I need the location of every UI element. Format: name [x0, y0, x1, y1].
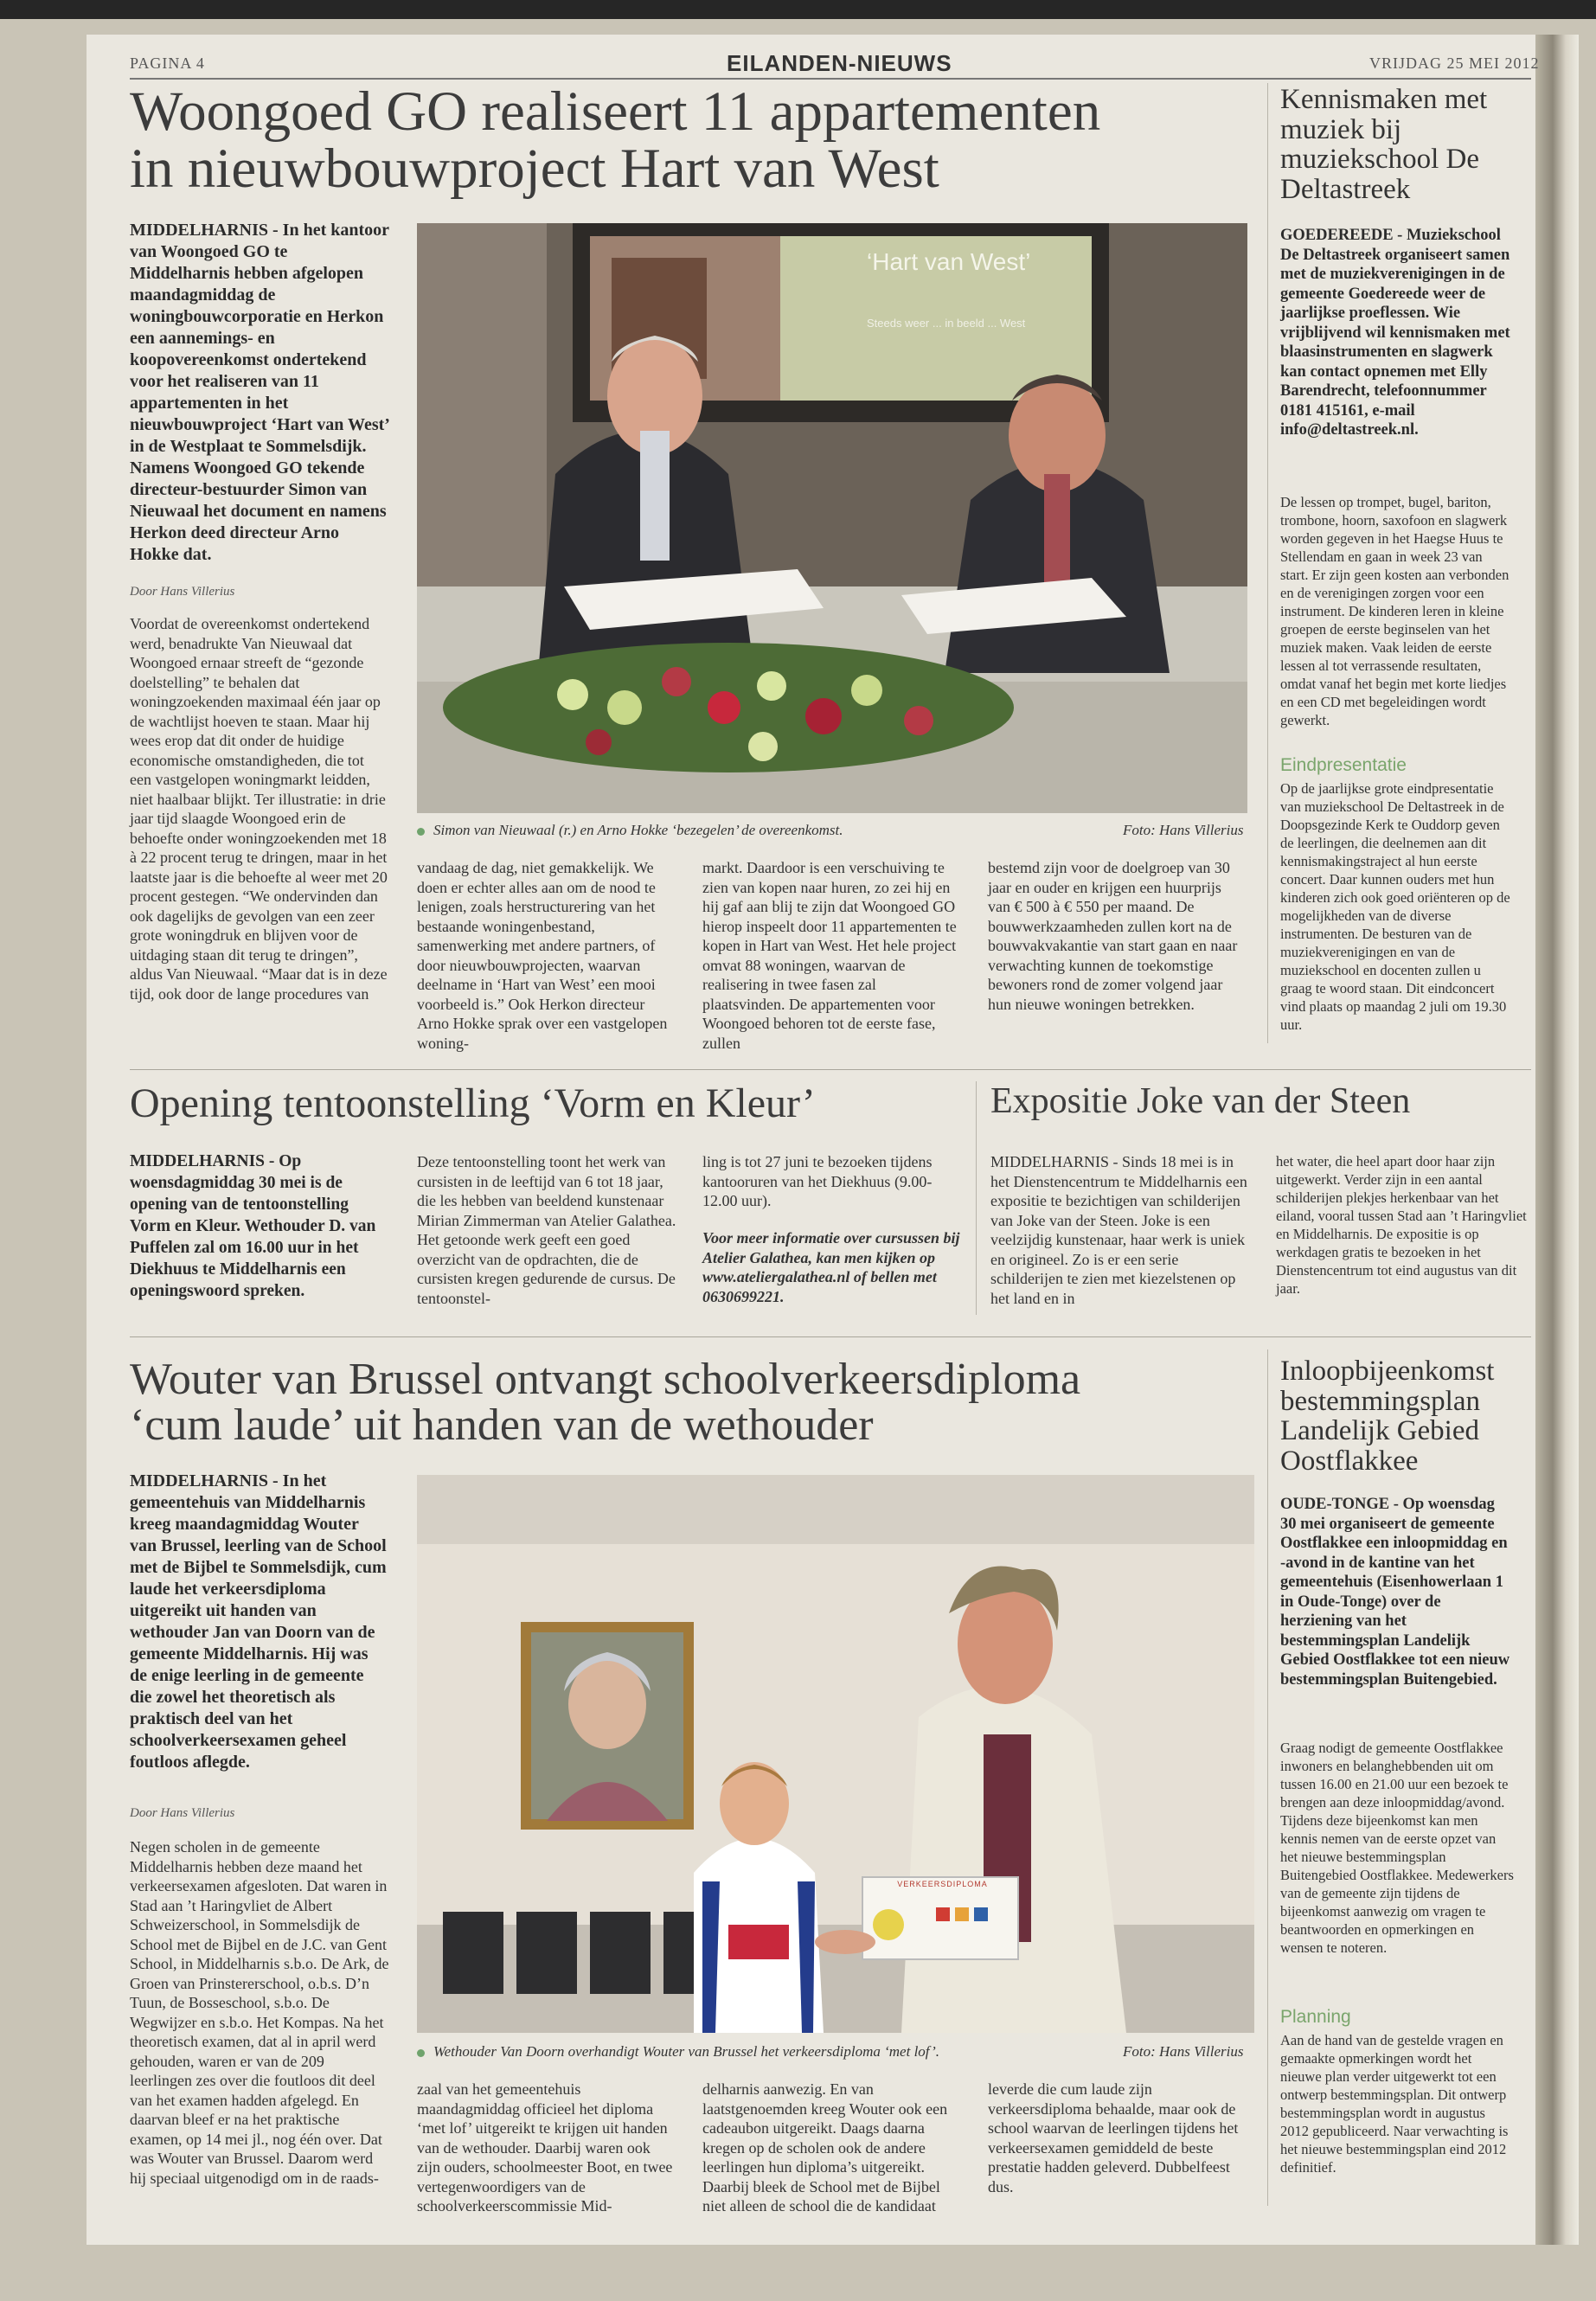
diploma-photo [417, 1475, 1254, 2033]
caption-bullet-icon [417, 2049, 425, 2057]
sidebar1-headline: Kennismaken met muziek bij muziekschool De Deltastreek [1280, 84, 1488, 205]
header-rule [130, 78, 1531, 80]
article1-lead: MIDDELHARNIS - In het kantoor van Woongoed GO te Middelharnis hebben afgelopen maandagmiddag de woningbouwcorporatie en Herkon een aannemings- en koopovereenkomst ondertekend voor het realiseren van 11 appartementen in het nieuwbouwproject ‘Hart van West’ in de Westplaat te Sommelsdijk. Namens Woongoed GO tekende directeur-bestuurder Simon van Nieuwaal het document en namens Herkon deed directeur Arno Hokke dat. [130, 221, 389, 564]
article1-headline: Woongoed GO realiseert 11 appartementen in nieuwbouwproject Hart van West [130, 80, 1101, 201]
scan-top-border [0, 0, 1596, 19]
article2-column-2: Deze tentoonstelling toont het werk van cursisten in de leeftijd van 6 tot 18 jaar, die les hebben van beeldend kunstenaar Mirian Zimmerman van Atelier Galathea. Het getoonde werk geeft een goed overzicht van de opdrachten, die de cursisten kregen gedurende de cursus. De tentoonstel- [417, 1153, 676, 1307]
sidebar1-divider [1267, 83, 1268, 1043]
article4-byline: Door Hans Villerius [130, 1806, 235, 1820]
article1-photo-credit: Foto: Hans Villerius [1123, 822, 1244, 838]
sidebar2-body: Graag nodigt de gemeente Oostflakkee inwoners en belanghebbenden uit om tussen 16.00 en 21.00 uur een bezoek te brengen aan deze inloopmiddag/avond. Tijdens deze bijeenkomst kan men kennis nemen van de eerste opzet van het nieuwe bestemmingsplan Buitengebied Oostflakkee. Medewerkers van de gemeente zijn tijdens de bijeenkomst aanwezig om vragen te beantwoorden en opmerkingen en wensen te noteren. [1280, 1740, 1514, 1956]
article4-photo-credit: Foto: Hans Villerius [1123, 2043, 1244, 2060]
sidebar2-body-2: Aan de hand van de gestelde vragen en gemaakte opmerkingen wordt het nieuwe plan verder uitgewerkt tot een ontwerp bestemmingsplan. Dit ontwerp bestemmingsplan wordt in augustus 2012 gepubliceerd. Naar verwachting is het nieuwe bestemmingsplan eind 2012 definitief. [1280, 2032, 1509, 2176]
article4-lead: MIDDELHARNIS - In het gemeentehuis van Middelharnis kreeg maandagmiddag Wouter van Brussel, leerling van de School met de Bijbel te Sommelsdijk, cum laude het verkeersdiploma uitgereikt uit handen van wethouder Jan van Doorn van de gemeente Middelharnis. Hij was de enige leerling in de gemeente die zowel het theoretisch als praktisch deel van het schoolverkeersexamen geheel foutloos aflegde. [130, 1471, 387, 1772]
sidebar2-headline: Inloopbijeenkomst bestemmingsplan Landelijk Gebied Oostflakkee [1280, 1356, 1495, 1477]
section-rule-2 [130, 1336, 1531, 1337]
screen-title: ‘Hart van West’ [867, 248, 1031, 275]
sidebar1-subhead: Eindpresentatie [1280, 755, 1407, 775]
sidebar2-divider [1267, 1349, 1268, 2206]
sidebar1-body-2: Op de jaarlijkse grote eindpresentatie van muziekschool De Deltastreek in de Doopsgezinde Kerk te Ouddorp geven de leerlingen, die deelnemen aan dit kennismakingstraject al hun eerste concert. Daar kunnen ouders met hun kinderen zich ook goed oriënteren op de mogelijkheden van de diverse instrumenten. De besturen van de muziekverenigingen en van de muziekschool en docenten zullen u graag te woord staan. Dit eindconcert vind plaats op maandag 2 juli om 19.30 uur. [1280, 780, 1510, 1033]
article1-column-4: bestemd zijn voor de doelgroep van 30 jaar en ouder en krijgen een huurprijs van € 500 à € 550 per maand. De bouwwerkzaamheden zullen kort na de bouwvakvakantie van start gaan en naar verwachting kunnen de toekomstige bewoners rond de zomer volgend jaar hun nieuwe woningen betrekken. [988, 859, 1238, 1013]
section-rule-1 [130, 1069, 1531, 1070]
caption-bullet-icon [417, 828, 425, 836]
article3-headline: Expositie Joke van der Steen [990, 1081, 1411, 1121]
article3-column-1: MIDDELHARNIS - Sinds 18 mei is in het Dienstencentrum te Middelharnis een expositie te bezichtigen van schilderijen van Joke van der Steen. Joke is een veelzijdig kunstenaar, haar werk is uniek en origineel. Zo is er een serie schilderijen te zien met kiezelstenen op het land en in [990, 1153, 1247, 1307]
article1-column-1: Voordat de overeenkomst ondertekend werd, benadrukte Van Nieuwaal dat Woongoed ernaar streeft de “gezonde doelstelling” te behalen dat woningzoekenden maximaal één jaar op de wachtlijst hoeven te staan. Maar hij wees erop dat dit onder de huidige economische omstandigheden, die tot een vastgelopen woningmarkt leidden, niet haalbaar blijkt. Ter illustratie: in drie jaar tijd slaagde Woongoed erin de behoefte onder woningzoekenden met 18 à 22 procent terug te dringen, maar in het laatste jaar is die behoefte al weer met 20 procent gestegen. “We ondervinden dan ook dagelijks de gevolgen van een zeer grote woningdruk en blijven voor de uitdaging staan dit terug te dringen”, aldus Van Nieuwaal. “Maar dat is in deze tijd, ook door de lange procedures van [130, 615, 388, 1003]
article2-column-3: ling is tot 27 juni te bezoeken tijdens kantooruren van het Diekhuus (9.00-12.00 uur). [702, 1153, 933, 1209]
article1-column-3: markt. Daardoor is een verschuiving te zien van kopen naar huren, zo zei hij en hij gaf aan blij te zijn dat Woongoed GO hierop inspeelt door 11 appartementen te kopen in Hart van West. Het hele project omvat 88 woningen, waarvan de realisering in twee fasen zal plaatsvinden. De appartementen voor Woongoed behoren tot de eerste fase, zullen [702, 859, 957, 1052]
signing-photo [417, 223, 1247, 813]
page-number: PAGINA 4 [130, 54, 205, 72]
article4-column-2: zaal van het gemeentehuis maandagmiddag officieel het diploma ‘met lof’ uitgereikt te krijgen uit handen van de wethouder. Daarbij waren ook zijn ouders, schoolmeester Boot, en twee vertegenwoordigers van de schoolverkeerscommissie Mid- [417, 2080, 673, 2214]
article4-column-3: delharnis aanwezig. En van laatstgenoemden kreeg Wouter ook een cadeaubon uitgereikt. Daags daarna kregen op de scholen ook de andere leerlingen hun diploma’s uitgereikt. Daarbij bleek de School met de Bijbel niet alleen de school die de kandidaat [702, 2080, 948, 2214]
article3-column-2: het water, die heel apart door haar zijn uitgewerkt. Verder zijn in een aantal schilderijen plekjes herkenbaar van het eiland, vooral tussen Stad aan ’t Haringvliet en Middelharnis. De expositie is op werkdagen gratis te bezoeken in het Dienstencentrum tot eind augustus van dit jaar. [1276, 1153, 1527, 1297]
article4-headline: Wouter van Brussel ontvangt schoolverkeersdiploma ‘cum laude’ uit handen van de wethouder [130, 1355, 1081, 1451]
sidebar2-subhead: Planning [1280, 2007, 1351, 2027]
article1-column-2: vandaag de dag, niet gemakkelijk. We doen er echter alles aan om de nood te lenigen, zoals herstructurering van het bestaande woningenbestand, samenwerking met andere partners, of door nieuwbouwprojecten, waarvan deelname in ‘Hart van West’ een mooi voorbeeld is.” Ook Herkon directeur Arno Hokke sprak over een vastgelopen woning- [417, 859, 668, 1052]
masthead: EILANDEN-NIEUWS [727, 50, 952, 76]
sidebar2-lead: OUDE-TONGE - Op woensdag 30 mei organiseert de gemeente Oostflakkee een inloopmiddag en -avond in de kantine van het gemeentehuis (Eisenhowerlaan 1 in Oude-Tonge) over de herziening van het bestemmingsplan Landelijk Gebied Oostflakkee tot een nieuw bestemmingsplan Buitengebied. [1280, 1496, 1510, 1689]
diploma-text: VERKEERSDIPLOMA [897, 1880, 988, 1888]
article1-caption: Simon van Nieuwaal (r.) en Arno Hokke ‘bezegelen’ de overeenkomst. [417, 822, 843, 839]
article2-headline: Opening tentoonstelling ‘Vorm en Kleur’ [130, 1080, 816, 1126]
article4-column-4: leverde die cum laude zijn verkeersdiploma behaalde, maar ook de school waarvan de leerlingen tijdens het verkeersexamen gemiddeld de beste prestatie hadden geleverd. Dubbelfeest dus. [988, 2080, 1239, 2195]
article3-divider [976, 1081, 977, 1315]
issue-date: VRIJDAG 25 MEI 2012 [1369, 54, 1540, 72]
sidebar1-lead: GOEDEREEDE - Muziekschool De Deltastreek organiseert samen met de muziekverenigingen in de gemeente Goedereede weer de jaarlijkse proeflessen. Wie vrijblijvend wil kennismaken met blaasinstrumenten en slagwerk kan contact opnemen met Elly Barendrecht, telefoonnummer 0181 415161, e-mail info@deltastreek.nl. [1280, 227, 1510, 439]
article2-info: Voor meer informatie over cursussen bij Atelier Galathea, kan men kijken op www.ateliergalathea.nl of bellen met 0630699221. [702, 1229, 960, 1305]
article4-caption: Wethouder Van Doorn overhandigt Wouter van Brussel het verkeersdiploma ‘met lof’. [417, 2043, 939, 2061]
screen-subtitle: Steeds weer ... in beeld ... West [867, 317, 1026, 330]
article2-lead: MIDDELHARNIS - Op woensdagmiddag 30 mei is de opening van de tentoonstelling Vorm en Kleur. Wethouder D. van Puffelen zal om 16.00 uur in het Diekhuus te Middelharnis een openingswoord spreken. [130, 1152, 376, 1300]
article4-column-1: Negen scholen in de gemeente Middelharnis hebben deze maand het verkeersexamen afgesloten. Dat waren in Stad aan ’t Haringvliet de Albert Schweizerschool, in Sommelsdijk de School met de Bijbel en de J.C. van Gent School, in Middelharnis s.b.o. De Ark, de Groen van Prinstererschool, o.b.s. D’n Tuun, de Bosseschool, s.b.o. De Wegwijzer en s.b.o. Het Kompas. Na het theoretisch examen, dat al in april werd gehouden, waren er van de 209 leerlingen zes over die foutloos dit deel van het examen hadden afgelegd. En daarvan bleef er na het praktische examen, op 14 mei jl., nog één over. Dat was Wouter van Brussel. Daarom werd hij speciaal uitgenodigd om in de raads- [130, 1838, 389, 2187]
page-fold-shadow [1535, 35, 1579, 2245]
sidebar1-body: De lessen op trompet, bugel, bariton, trombone, hoorn, saxofoon en slagwerk worden gegeven in het Haegse Huus te Stellendam en gaan in week 23 van start. Er zijn geen kosten aan verbonden en de verenigingen zorgen voor een instrument. De kinderen leren in kleine groepen de eerste beginselen van het muziek maken. Vaak leiden de eerste lessen al tot verrassende resultaten, omdat vanaf het begin met korte liedjes en een CD met begeleidingen wordt gewerkt. [1280, 494, 1509, 728]
diploma-photo-illustration [417, 1475, 1254, 2033]
signing-photo-illustration [417, 223, 1247, 813]
article1-byline: Door Hans Villerius [130, 585, 235, 599]
